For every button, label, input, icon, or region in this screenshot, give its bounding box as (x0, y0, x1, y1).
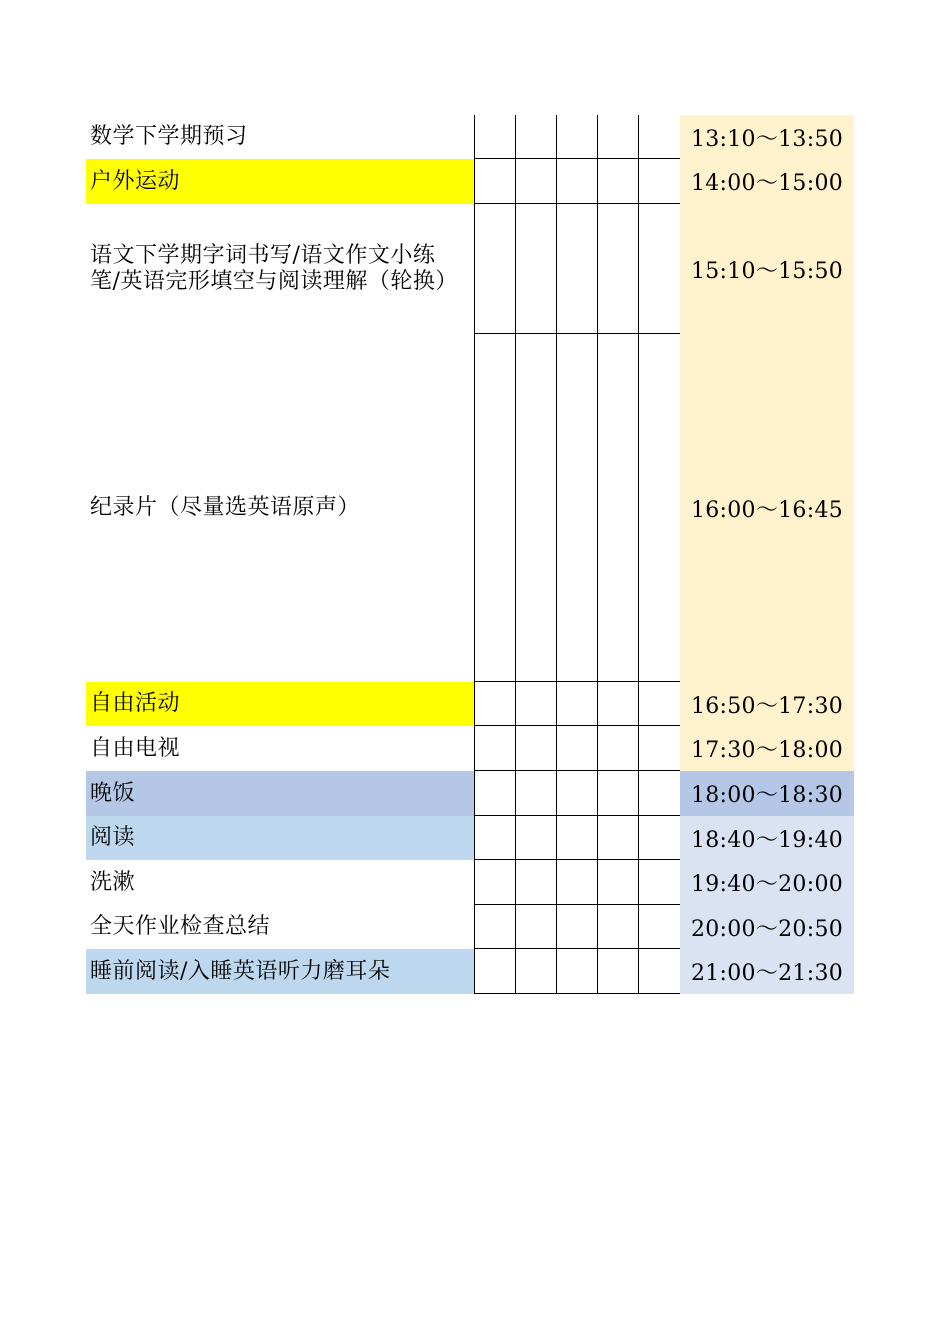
schedule-row (86, 682, 854, 726)
checkbox-group (474, 115, 680, 159)
check-cell[interactable] (598, 905, 639, 949)
schedule-row (86, 949, 854, 994)
check-cell[interactable] (557, 682, 598, 726)
check-cell[interactable] (557, 726, 598, 771)
activity-cell: 睡前阅读/入睡英语听力磨耳朵 (86, 949, 474, 994)
schedule-row (86, 204, 854, 334)
check-cell[interactable] (598, 682, 639, 726)
checkbox-group (474, 334, 680, 682)
check-cell[interactable] (557, 115, 598, 159)
activity-cell: 语文下学期字词书写/语文作文小练笔/英语完形填空与阅读理解（轮换） (86, 204, 474, 334)
check-cell[interactable] (516, 159, 557, 204)
time-cell: 16:50～17:30 (680, 682, 854, 726)
time-cell: 21:00～21:30 (680, 949, 854, 994)
activity-cell: 阅读 (86, 816, 474, 860)
checkbox-group (474, 949, 680, 994)
check-cell[interactable] (475, 159, 516, 204)
check-cell[interactable] (557, 905, 598, 949)
check-cell[interactable] (475, 726, 516, 771)
check-cell[interactable] (475, 115, 516, 159)
check-cell[interactable] (598, 334, 639, 682)
schedule-row (86, 159, 854, 204)
activity-cell: 自由电视 (86, 726, 474, 771)
time-cell: 14:00～15:00 (680, 159, 854, 204)
check-cell[interactable] (475, 949, 516, 994)
check-cell[interactable] (639, 905, 681, 949)
time-cell: 18:40～19:40 (680, 816, 854, 860)
time-cell: 17:30～18:00 (680, 726, 854, 771)
check-cell[interactable] (557, 771, 598, 816)
check-cell[interactable] (598, 159, 639, 204)
time-cell: 19:40～20:00 (680, 860, 854, 905)
check-cell[interactable] (516, 726, 557, 771)
check-cell[interactable] (475, 905, 516, 949)
schedule-row (86, 726, 854, 771)
schedule-row (86, 334, 854, 682)
check-cell[interactable] (475, 682, 516, 726)
check-cell[interactable] (516, 771, 557, 816)
check-cell[interactable] (516, 115, 557, 159)
time-cell: 15:10～15:50 (680, 204, 854, 334)
schedule-row (86, 771, 854, 816)
checkbox-group (474, 905, 680, 949)
check-cell[interactable] (475, 860, 516, 905)
check-cell[interactable] (516, 905, 557, 949)
check-cell[interactable] (639, 159, 681, 204)
activity-cell: 自由活动 (86, 682, 474, 726)
check-cell[interactable] (598, 771, 639, 816)
check-cell[interactable] (557, 159, 598, 204)
check-cell[interactable] (516, 816, 557, 860)
time-cell: 20:00～20:50 (680, 905, 854, 949)
time-cell: 13:10～13:50 (680, 115, 854, 159)
check-cell[interactable] (639, 115, 681, 159)
checkbox-group (474, 159, 680, 204)
check-cell[interactable] (639, 682, 681, 726)
check-cell[interactable] (557, 204, 598, 334)
check-cell[interactable] (516, 949, 557, 994)
check-cell[interactable] (475, 334, 516, 682)
schedule-row (86, 905, 854, 949)
activity-cell: 全天作业检查总结 (86, 905, 474, 949)
check-cell[interactable] (557, 860, 598, 905)
check-cell[interactable] (516, 334, 557, 682)
check-cell[interactable] (475, 204, 516, 334)
check-cell[interactable] (475, 816, 516, 860)
activity-cell: 户外运动 (86, 159, 474, 204)
schedule-row (86, 816, 854, 860)
checkbox-group (474, 204, 680, 334)
activity-cell: 纪录片（尽量选英语原声） (86, 334, 474, 682)
schedule-row (86, 115, 854, 159)
check-cell[interactable] (639, 204, 681, 334)
check-cell[interactable] (639, 334, 681, 682)
activity-cell: 数学下学期预习 (86, 115, 474, 159)
schedule-row (86, 860, 854, 905)
time-cell: 18:00～18:30 (680, 771, 854, 816)
check-cell[interactable] (516, 204, 557, 334)
check-cell[interactable] (516, 682, 557, 726)
check-cell[interactable] (598, 816, 639, 860)
check-cell[interactable] (557, 334, 598, 682)
checkbox-group (474, 860, 680, 905)
checkbox-group (474, 771, 680, 816)
checkbox-group (474, 682, 680, 726)
check-cell[interactable] (516, 860, 557, 905)
activity-cell: 晚饭 (86, 771, 474, 816)
checkbox-group (474, 816, 680, 860)
check-cell[interactable] (639, 860, 681, 905)
check-cell[interactable] (598, 726, 639, 771)
check-cell[interactable] (639, 816, 681, 860)
check-cell[interactable] (598, 949, 639, 994)
check-cell[interactable] (557, 949, 598, 994)
check-cell[interactable] (598, 204, 639, 334)
check-cell[interactable] (598, 860, 639, 905)
check-cell[interactable] (557, 816, 598, 860)
check-cell[interactable] (639, 771, 681, 816)
check-cell[interactable] (639, 726, 681, 771)
check-cell[interactable] (598, 115, 639, 159)
checkbox-group (474, 726, 680, 771)
activity-cell: 洗漱 (86, 860, 474, 905)
check-cell[interactable] (639, 949, 681, 994)
time-cell: 16:00～16:45 (680, 334, 854, 682)
check-cell[interactable] (475, 771, 516, 816)
